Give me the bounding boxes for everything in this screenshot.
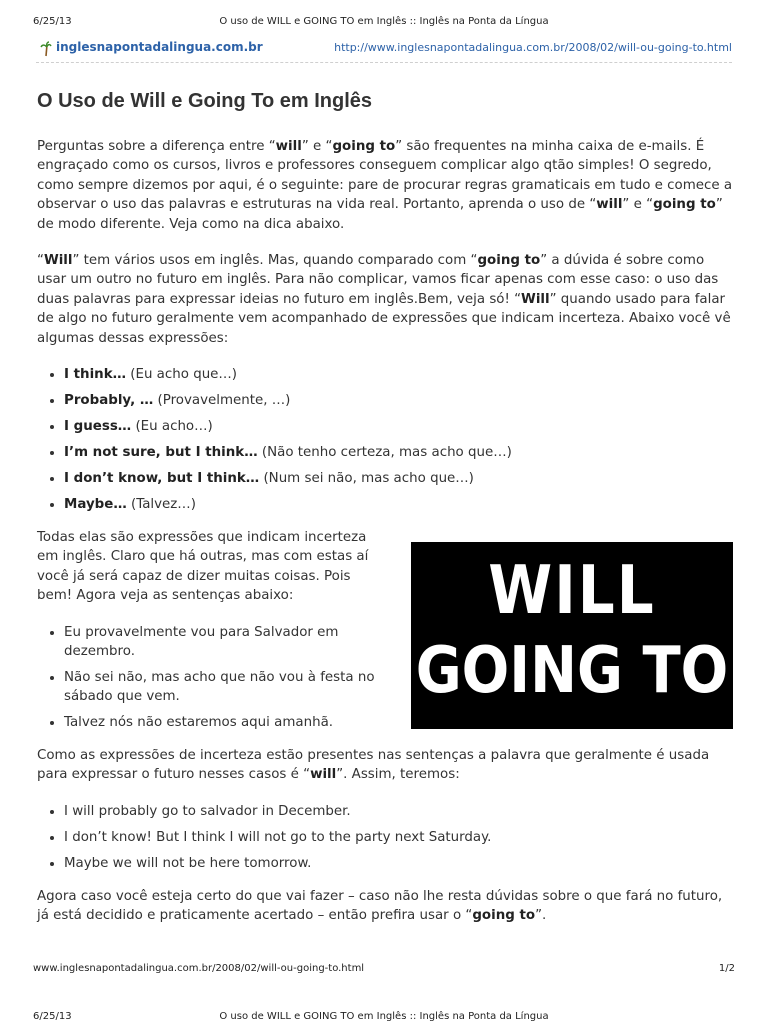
will-going-to-image [411, 542, 733, 729]
expression: I guess… [64, 419, 132, 435]
intro-paragraph [37, 137, 735, 234]
text-run: ” a dúvida é sobre como usar um outro no futuro em inglês. Para não complicar, vamos ficar apenas com esse caso: o uso das duas palavras para expressar ideias no futuro em inglês.Bem, veja só! “ [37, 253, 719, 307]
list-item [64, 469, 735, 488]
text-run: Como as expressões de incerteza estão presentes nas sentenças a palavra que geralmente é usada para expressar o futuro nesses casos é “ [37, 747, 710, 783]
going-to-paragraph [37, 887, 735, 926]
bold-term: Will [521, 291, 550, 307]
narrow-column [37, 528, 383, 732]
english-sentences-list [37, 802, 735, 873]
translation: (Provavelmente, …) [153, 393, 291, 409]
expression: I’m not sure, but I think… [64, 445, 258, 461]
list-item: • Maybe we will not be here tomorrow. [64, 854, 735, 873]
list-item: • Talvez nós não estaremos aqui amanhã. [64, 713, 383, 732]
site-name-link[interactable]: inglesnapontadalingua.com.br [56, 40, 263, 54]
list-item [64, 391, 735, 410]
page-url-link[interactable]: http://www.inglesnapontadalingua.com.br/2008/02/will-ou-going-to.html [334, 41, 732, 54]
bold-term: going to [477, 253, 541, 269]
list-item [64, 365, 735, 384]
bold-term: will [275, 139, 302, 154]
text-run: ”. [535, 907, 547, 923]
list-item: • I don’t know! But I think I will not go to the party next Saturday. [64, 828, 735, 847]
print-date: 6/25/13 [33, 16, 72, 27]
text-run: Perguntas sobre a diferença entre “ [37, 139, 276, 154]
next-page-header [33, 1011, 735, 1025]
text-run: “ [37, 253, 44, 269]
translation: (Não tenho certeza, mas acho que…) [257, 445, 512, 461]
bold-term: Will [43, 253, 73, 269]
bold-term: going to [653, 197, 716, 213]
list-item: • I will probably go to salvador in December. [64, 802, 735, 821]
article-title: O Uso de Will e Going To em Inglês [37, 90, 373, 112]
bold-term: will [310, 767, 337, 783]
text-run: ” tem vários usos em inglês. Mas, quando comparado com “ [72, 253, 478, 269]
bold-term: going to [332, 139, 396, 154]
expression: Maybe… [64, 497, 127, 513]
print-header [33, 16, 735, 30]
translation: (Talvez…) [126, 497, 196, 513]
site-bar [36, 38, 732, 63]
palm-tree-icon [40, 41, 52, 60]
text-run: ” de modo diferente. Veja como na dica abaixo. [37, 197, 723, 232]
expression: I don’t know, but I think… [64, 471, 260, 487]
examples-intro-paragraph: Todas elas são expressões que indicam incerteza em inglês. Claro que há outras, mas com estas aí você já será capaz de dizer muitas coisas. Pois bem! Agora veja as sentenças abaixo: [37, 530, 369, 604]
image-text-going-to: GOING TO [415, 633, 729, 708]
text-run: ” e “ [622, 197, 654, 213]
text-run: ”. Assim, teremos: [336, 767, 460, 783]
list-item [64, 417, 735, 436]
text-run: ” são frequentes na minha caixa de e-mails. É engraçado como os cursos, livros e professores conseguem complicar algo qtão simples! O segredo, como sempre dizemos por aqui, é o seguinte: pare de procurar regras gramaticais em tudo e comece a observar o uso das palavras e estruturas na vida real. Portanto, aprenda o uso de “ [37, 139, 733, 213]
expression: I think… [64, 367, 126, 383]
text-run: ” e “ [301, 139, 333, 154]
expression: Probably, … [64, 393, 154, 409]
portuguese-sentences-list [37, 623, 383, 732]
translation: (Eu acho que…) [126, 367, 238, 383]
translation: (Eu acho…) [131, 419, 213, 435]
will-usage-paragraph [37, 251, 735, 348]
bold-term: going to [472, 907, 536, 923]
article [37, 90, 735, 942]
page-number: 1/2 [718, 963, 735, 974]
print-footer [33, 963, 735, 977]
list-item [64, 443, 735, 462]
print-document-title: O uso de WILL e GOING TO em Inglês :: Inglês na Ponta da Língua [219, 1011, 549, 1022]
print-date: 6/25/13 [33, 1011, 72, 1022]
print-document-title: O uso de WILL e GOING TO em Inglês :: Inglês na Ponta da Língua [219, 16, 549, 27]
text-run: ” quando usado para falar de algo no futuro geralmente vem acompanhado de expressões que indicam incerteza. Abaixo você vê algumas dessas expressões: [37, 291, 731, 346]
image-text-will: WILL [488, 550, 656, 630]
bold-term: will [596, 197, 623, 213]
list-item: • Eu provavelmente vou para Salvador em dezembro. [64, 623, 383, 661]
footer-url: www.inglesnapontadalingua.com.br/2008/02/will-ou-going-to.html [33, 963, 365, 974]
translation: (Num sei não, mas acho que…) [259, 471, 474, 487]
uncertainty-expressions-list [37, 365, 735, 514]
will-conclusion-paragraph [37, 746, 735, 785]
list-item [64, 495, 735, 514]
list-item: • Não sei não, mas acho que não vou à festa no sábado que vem. [64, 668, 383, 706]
text-run: Agora caso você esteja certo do que vai fazer – caso não lhe resta dúvidas sobre o que fará no futuro, já está decidido e praticamente acertado – então prefira usar o “ [37, 888, 723, 923]
